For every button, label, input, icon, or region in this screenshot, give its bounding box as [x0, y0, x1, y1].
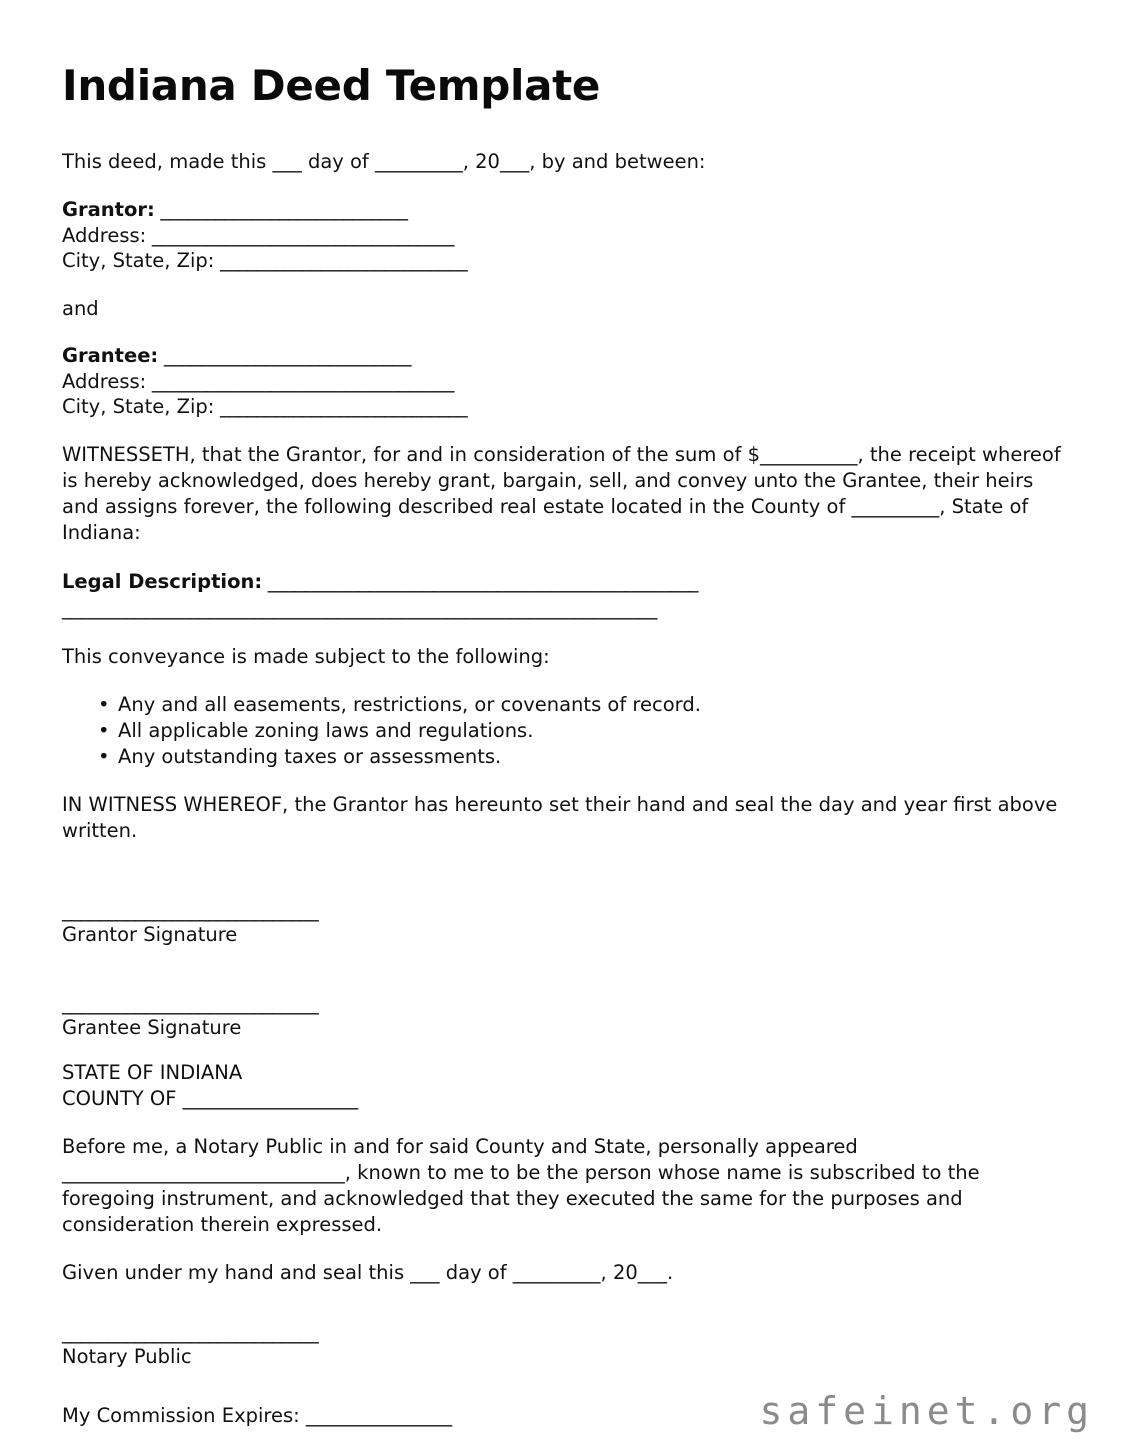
grantor-signature-line[interactable]: ____________________________	[62, 898, 319, 922]
bullet-icon: •	[98, 692, 110, 716]
list-item-label: Any outstanding taxes or assessments.	[118, 744, 502, 768]
grantee-city-blank[interactable]: ___________________________	[214, 395, 468, 419]
legal-description-blank-1[interactable]: _______________________________________________	[262, 569, 698, 593]
legal-description-label: Legal Description:	[62, 569, 263, 593]
site-watermark: safeinet.org	[759, 1389, 1094, 1433]
given-under-hand-paragraph: Given under my hand and seal this ___ day of _________, 20___.	[62, 1260, 674, 1284]
grantor-block	[62, 197, 1062, 274]
list-item-label: All applicable zoning laws and regulations.	[118, 718, 534, 742]
grantee-city-line	[62, 394, 1062, 420]
in-witness-whereof-paragraph: IN WITNESS WHEREOF, the Grantor has hereunto set their hand and seal the day and year first above written.	[62, 792, 1058, 842]
notary-signature-line[interactable]: ____________________________	[62, 1320, 319, 1344]
grantee-signature-line[interactable]: ____________________________	[62, 991, 319, 1015]
grantor-address-line	[62, 223, 1062, 249]
notary-signature-group	[62, 1322, 1062, 1369]
grantee-block	[62, 343, 1062, 420]
grantee-name-blank[interactable]: ___________________________	[158, 344, 411, 368]
grantee-signature-caption: Grantee Signature	[62, 1015, 242, 1039]
bullet-icon: •	[98, 718, 110, 742]
grantor-city-blank[interactable]: ___________________________	[214, 249, 468, 273]
grantor-city-line	[62, 248, 1062, 274]
venue-block	[62, 1060, 1062, 1112]
notary-signature-caption: Notary Public	[62, 1344, 192, 1368]
commission-expires-line[interactable]: My Commission Expires: _______________	[62, 1403, 453, 1427]
county-of-line[interactable]: COUNTY OF __________________	[62, 1086, 359, 1110]
legal-description-line-1	[62, 568, 1062, 595]
legal-description-blank-2[interactable]: _________________________________________________________________	[62, 596, 657, 620]
notary-acknowledgement-paragraph: Before me, a Notary Public in and for said County and State, personally appeared _____________________________, known to me to be the person whose name is subscribed to the foregoing instrument, and acknowledged that they executed the same for the purposes and consideration therein expressed.	[62, 1134, 980, 1236]
state-of-indiana-line: STATE OF INDIANA	[62, 1060, 243, 1084]
page-title: Indiana Deed Template	[62, 61, 601, 110]
grantor-signature-group	[62, 900, 1062, 947]
conveyance-conditions-list	[62, 692, 1062, 770]
list-item-label: Any and all easements, restrictions, or covenants of record.	[118, 692, 701, 716]
signature-spacer-2	[62, 967, 1062, 993]
grantee-city-label: City, State, Zip:	[62, 395, 215, 419]
witnesseth-paragraph: WITNESSETH, that the Grantor, for and in consideration of the sum of $__________, the receipt whereof is hereby acknowledged, does hereby grant, bargain, sell, and convey unto the Grantee, their heirs and assigns forever, the following described real estate located in the County of _________, State of Indiana:	[62, 442, 1061, 544]
list-item	[98, 692, 1062, 718]
grantor-signature-caption: Grantor Signature	[62, 922, 238, 946]
conveyance-intro-paragraph: This conveyance is made subject to the following:	[62, 644, 550, 668]
grantee-name-line	[62, 343, 1062, 369]
grantor-name-line	[62, 197, 1062, 223]
grantor-name-blank[interactable]: ___________________________	[154, 198, 408, 222]
bullet-icon: •	[98, 744, 110, 768]
grantor-address-label: Address:	[62, 223, 147, 247]
grantee-signature-group	[62, 993, 1062, 1040]
conjunction-and: and	[62, 296, 99, 320]
grantor-address-blank[interactable]: _________________________________	[146, 223, 454, 247]
document-content	[62, 62, 1062, 1429]
legal-description-block	[62, 568, 1062, 622]
grantee-address-label: Address:	[62, 369, 147, 393]
grantor-name-label: Grantor:	[62, 198, 155, 222]
list-item	[98, 744, 1062, 770]
notary-signature-spacer	[62, 1308, 1062, 1322]
grantee-name-label: Grantee:	[62, 344, 159, 368]
deed-intro-paragraph: This deed, made this ___ day of _________, 20___, by and between:	[62, 150, 706, 174]
grantor-city-label: City, State, Zip:	[62, 249, 215, 273]
signature-spacer	[62, 866, 1062, 900]
list-item	[98, 718, 1062, 744]
grantee-address-blank[interactable]: _________________________________	[146, 369, 454, 393]
grantee-address-line	[62, 369, 1062, 395]
